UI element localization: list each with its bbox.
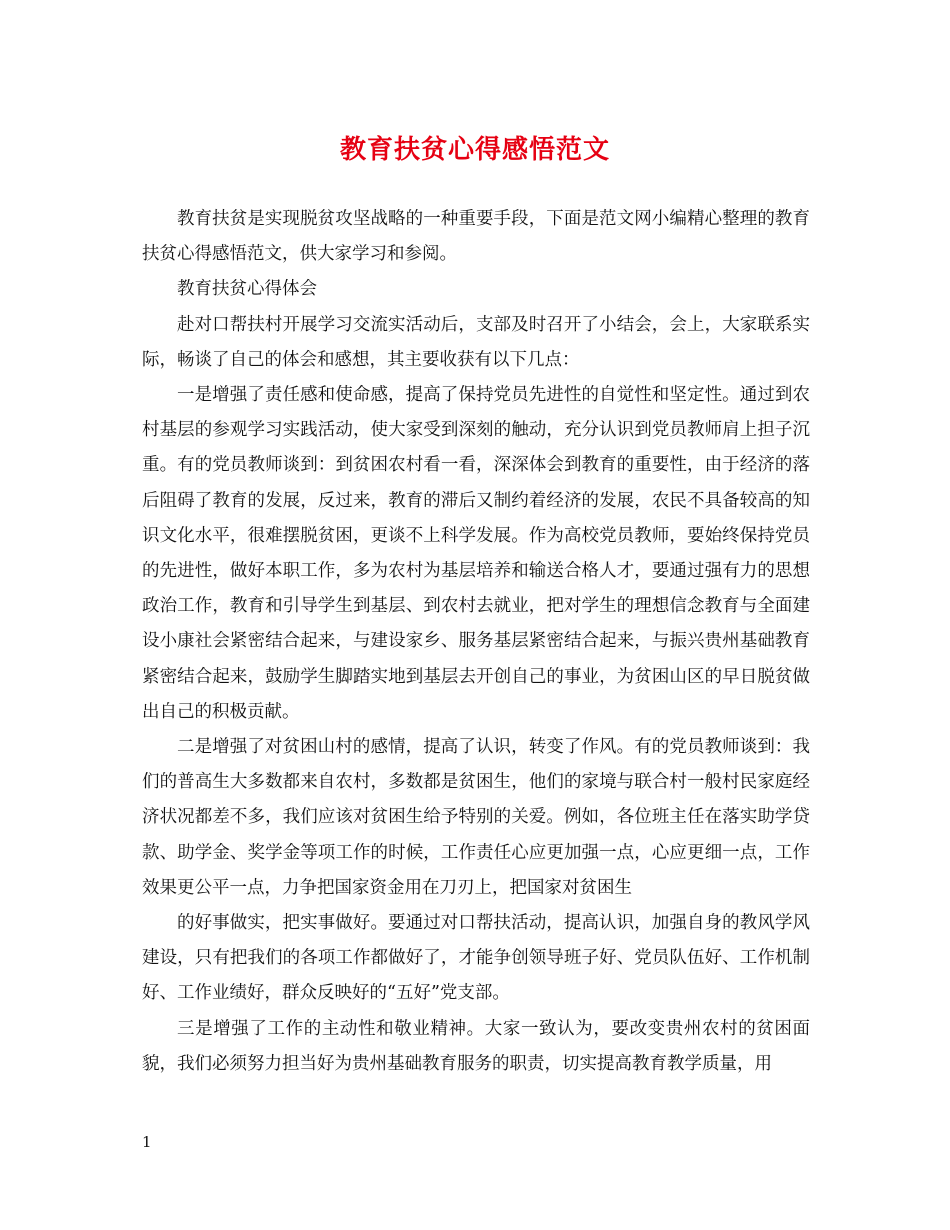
document-title: 教育扶贫心得感悟范文 (339, 135, 610, 165)
paragraph-point-one: 一是增强了责任感和使命感，提高了保持党员先进性的自觉性和坚定性。通过到农村基层的参观学习实践活动，使大家受到深刻的触动，充分认识到党员教师肩上担子沉重。有的党员教师谈到：到贫困农村看一看，深深体会到教育的重要性，由于经济的落后阻碍了教育的发展，反过来，教育的滞后又制约着经济的发展，农民不具备较高的知识文化水平，很难摆脱贫困，更谈不上科学发展。作为高校党员教师，要始终保持党员的先进性，做好本职工作，多为农村为基层培养和输送合格人才，要通过强有力的思想政治工作，教育和引导学生到基层、到农村去就业，把对学生的理想信念教育与全面建设小康社会紧密结合起来，与建设家乡、服务基层紧密结合起来，与振兴贵州基础教育紧密结合起来，鼓励学生脚踏实地到基层去开创自己的事业，为贫困山区的早日脱贫做出自己的积极贡献。 (142, 385, 810, 722)
page-number: 1 (142, 1133, 152, 1151)
paragraph-point-three: 三是增强了工作的主动性和敬业精神。大家一致认为，要改变贵州农村的贫困面貌，我们必须努力担当好为贵州基础教育服务的职责，切实提高教育教学质量，用 (142, 1018, 810, 1074)
paragraph-intro: 教育扶贫是实现脱贫攻坚战略的一种重要手段，下面是范文网小编精心整理的教育扶贫心得感悟范文，供大家学习和参阅。 (142, 209, 810, 265)
document-body (142, 202, 810, 1082)
section-heading: 教育扶贫心得体会 (177, 279, 317, 300)
paragraph-point-two: 二是增强了对贫困山村的感情，提高了认识，转变了作风。有的党员教师谈到：我们的普高生大多数都来自农村，多数都是贫困生，他们的家境与联合村一般村民家庭经济状况都差不多，我们应该对贫困生给予特别的关爱。例如，各位班主任在落实助学贷款、助学金、奖学金等项工作的时候，工作责任心应更加强一点，心应更细一点，工作效果更公平一点，力争把国家资金用在刀刃上，把国家对贫困生 (142, 737, 810, 898)
paragraph-summary: 赴对口帮扶村开展学习交流实活动后，支部及时召开了小结会，会上，大家联系实际，畅谈了自己的体会和感想，其主要收获有以下几点： (142, 314, 810, 370)
paragraph-point-two-continued: 的好事做实，把实事做好。要通过对口帮扶活动，提高认识，加强自身的教风学风建设，只有把我们的各项工作都做好了，才能争创领导班子好、党员队伍好、工作机制好、工作业绩好，群众反映好的“五好”党支部。 (142, 913, 810, 1004)
